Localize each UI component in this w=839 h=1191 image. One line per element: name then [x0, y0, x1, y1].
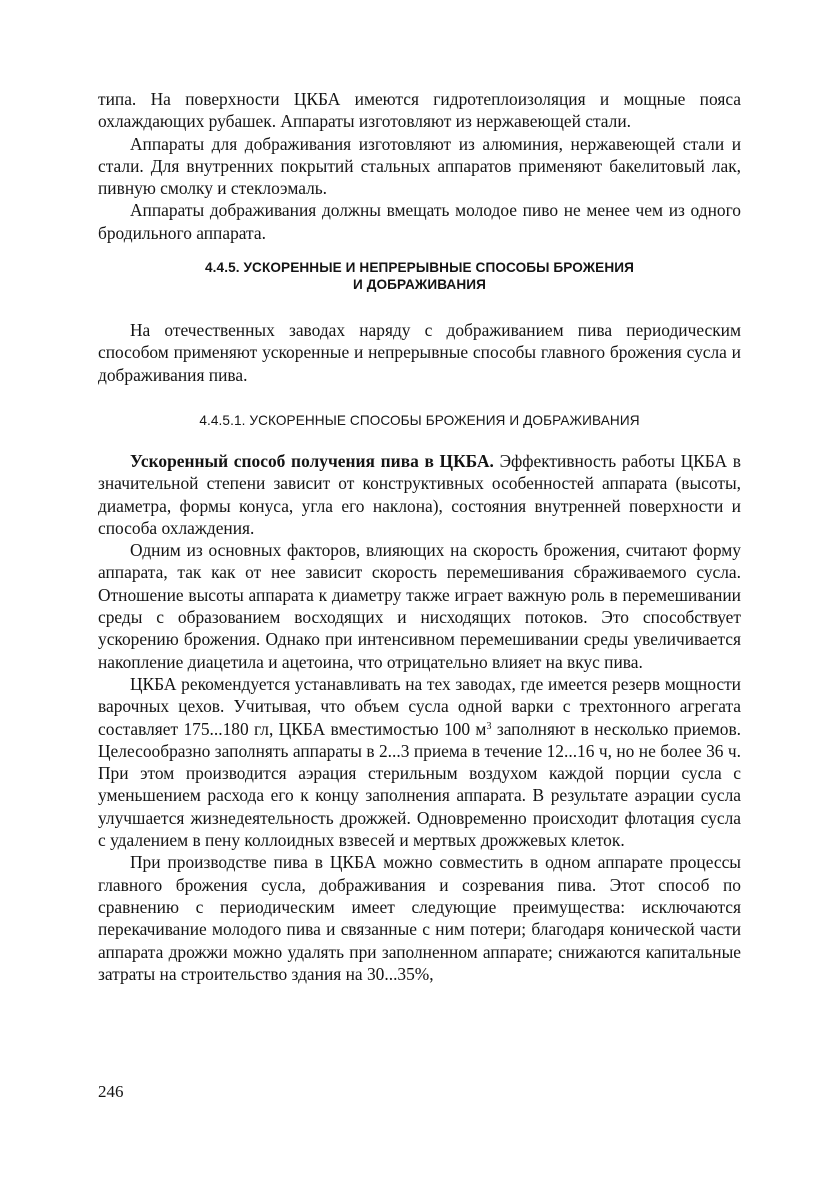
run-in-text: Эффективность работы ЦКБА в значительной степени зависит от конструктивных особенностей аппарата (высоты, диаметра, формы конуса, угла его наклона), состояния внутренней поверхности и способа охлаждения. [98, 450, 741, 538]
section-heading-line1: 4.4.5. УСКОРЕННЫЕ И НЕПРЕРЫВНЫЕ СПОСОБЫ БРОЖЕНИЯ [205, 260, 634, 276]
subsection-heading-text: 4.4.5.1. УСКОРЕННЫЕ СПОСОБЫ БРОЖЕНИЯ И ДОБРАЖИВАНИЯ [199, 412, 640, 428]
page-body [98, 88, 741, 985]
paragraph-capacity: Аппараты дображивания должны вмещать молодое пиво не менее чем из одного бродильного аппарата. [98, 200, 741, 243]
run-in-title: Ускоренный способ получения пива в ЦКБА. [130, 450, 494, 471]
paragraph-installation [98, 673, 741, 851]
page-number: 246 [98, 1082, 124, 1101]
installation-text-b: заполняют в несколько приемов. Целесообразно заполнять аппараты в 2...3 приема в течение 12...16 ч, но не более 36 ч. При этом производится аэрация стерильным воздухом каждой порции сусла с уменьшением расхода его к концу заполнения аппарата. В результате аэрации сусла улучшается жизнедеятельность дрожжей. Одновременно происходит флотация сусла с удалением в пену коллоидных взвесей и мертвых дрожжевых клеток. [98, 718, 741, 851]
paragraph-continuation: типа. На поверхности ЦКБА имеются гидротеплоизоляция и мощные пояса охлаждающих рубашек. Аппараты изготовляют из нержавеющей стали. [98, 89, 741, 132]
paragraph-accelerated-method [98, 450, 741, 539]
subsection-heading [98, 412, 741, 429]
paragraph-factors: Одним из основных факторов, влияющих на скорость брожения, считают форму аппарата, так как от нее зависит скорость перемешивания сбраживаемого сусла. Отношение высоты аппарата к диаметру также играет важную роль в перемешивании среды с образованием восходящих и нисходящих потоков. Это способствует ускорению брожения. Однако при интенсивном перемешивании среды увеличивается накопление диацетила и ацетоина, что отрицательно влияет на вкус пива. [98, 540, 741, 672]
paragraph-materials: Аппараты для дображивания изготовляют из алюминия, нержавеющей стали и стали. Для внутренних покрытий стальных аппаратов применяют бакелитовый лак, пивную смолку и стеклоэмаль. [98, 133, 741, 199]
paragraph-advantages: При производстве пива в ЦКБА можно совместить в одном аппарате процессы главного брожения сусла, дображивания и созревания пива. Этот способ по сравнению с периодическим имеет следующие преимущества: исключаются перекачивание молодого пива и связанные с ним потери; благодаря конической части аппарата дрожжи можно удалять при заполненном аппарате; снижаются капитальные затраты на строительство здания на 30...35%, [98, 852, 741, 984]
installation-text-a: ЦКБА рекомендуется устанавливать на тех заводах, где имеется резерв мощности варочных цехов. Учитывая, что объем сусла одной варки с трехтонного агрегата составляет 175...180 гл, ЦКБА вместимостью 100 м [98, 673, 741, 739]
section-heading [98, 259, 741, 293]
cubic-superscript: 3 [486, 720, 492, 732]
paragraph-section-intro: На отечественных заводах наряду с дображиванием пива периодическим способом применяют ускоренные и непрерывные способы главного брожения сусла и дображивания пива. [98, 320, 741, 385]
section-heading-line2: И ДОБРАЖИВАНИЯ [352, 277, 487, 293]
